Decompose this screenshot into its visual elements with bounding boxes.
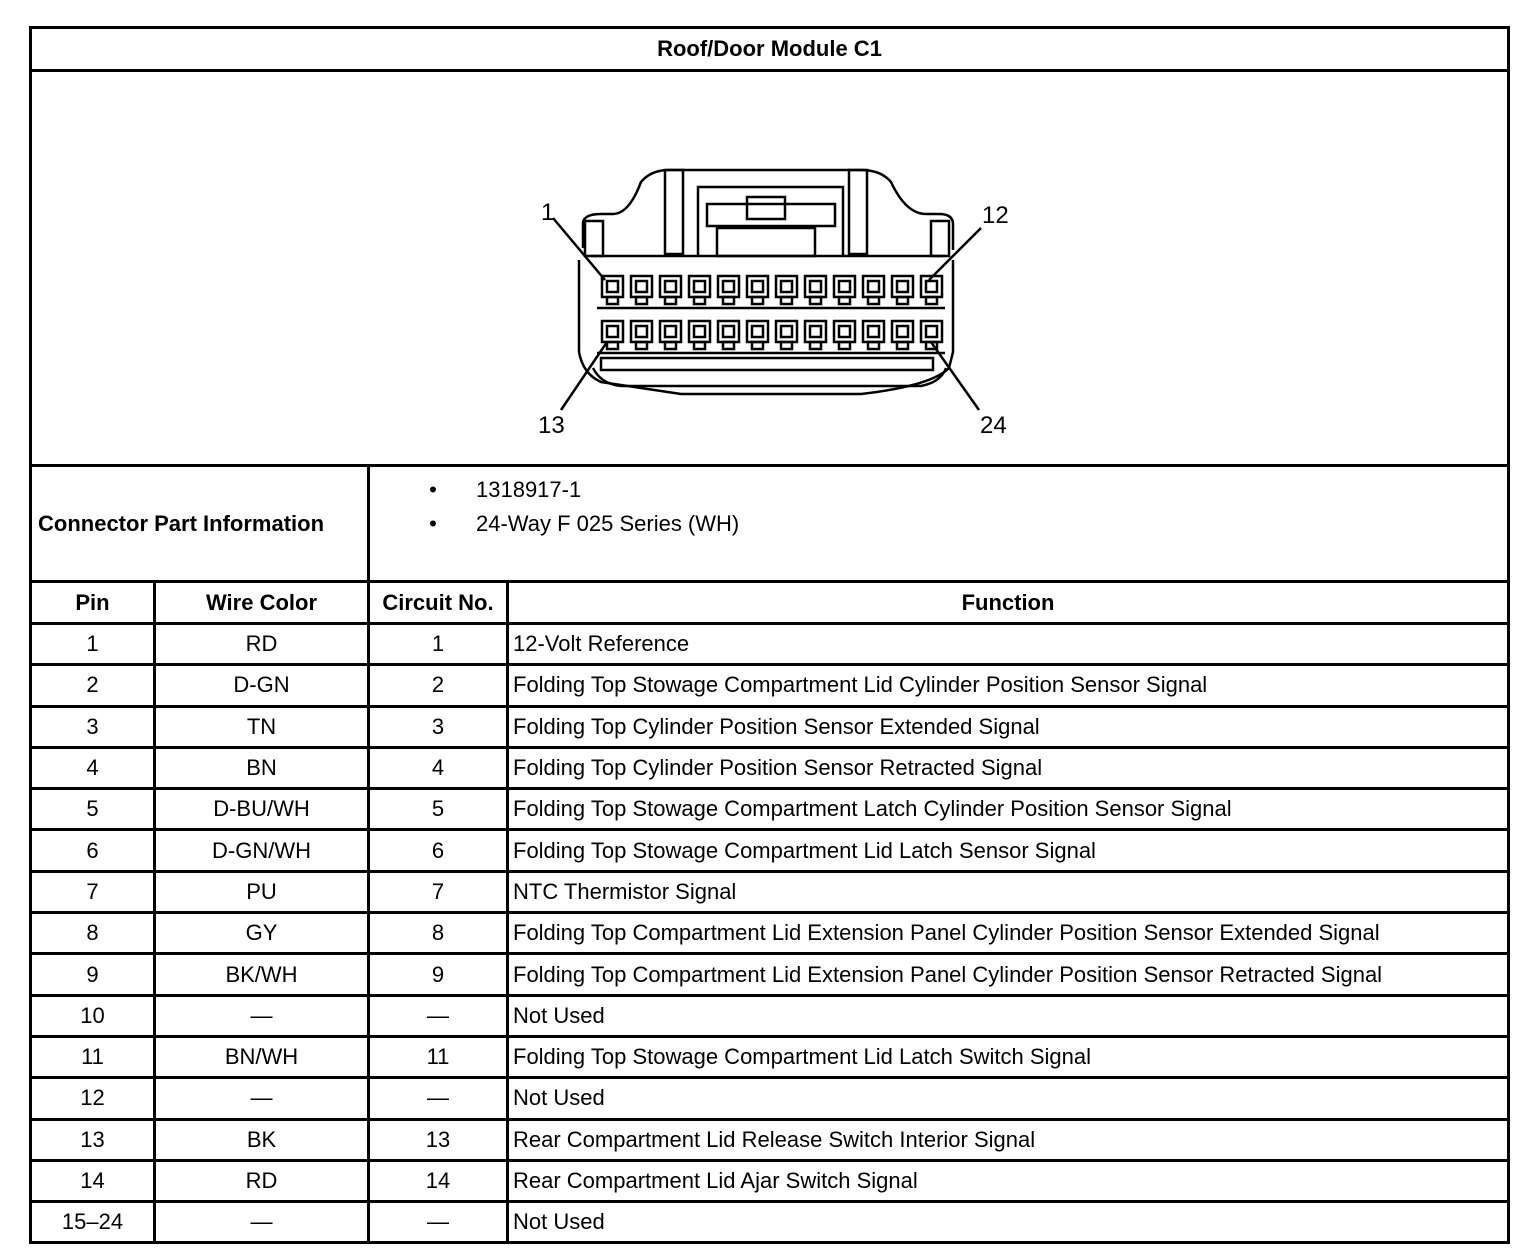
function-cell: Folding Top Stowage Compartment Latch Cylinder Position Sensor Signal [508,789,1509,830]
function-cell: Not Used [508,1078,1509,1119]
pin-cell: 4 [31,747,155,788]
header-wire-color: Wire Color [155,582,369,624]
pin-cell: 10 [31,995,155,1036]
wire-color-cell: BK [155,1119,369,1160]
pin-label-13: 13 [538,412,565,439]
pin-cell: 5 [31,789,155,830]
connector-pin-cavity [805,321,826,349]
wire-color-cell: TN [155,706,369,747]
circuit-no-cell: — [369,1078,508,1119]
function-cell: Not Used [508,995,1509,1036]
pin-callouts [553,218,981,410]
connector-pin-cavity [718,321,739,349]
circuit-no-cell: 9 [369,954,508,995]
header-circuit-no: Circuit No. [369,582,508,624]
function-cell: Not Used [508,1202,1509,1243]
table-row [31,871,1509,912]
table-row [31,624,1509,665]
circuit-no-cell: — [369,1202,508,1243]
connector-pin-cavity [921,276,942,304]
wire-color-cell: RD [155,624,369,665]
table-row [31,706,1509,747]
function-cell: 12-Volt Reference [508,624,1509,665]
part-info-item [370,477,1507,511]
table-row [31,1036,1509,1077]
function-cell: Rear Compartment Lid Ajar Switch Signal [508,1160,1509,1201]
connector-part-information-list [369,466,1509,582]
wire-color-cell: RD [155,1160,369,1201]
part-info-item [370,511,1507,545]
connector-pin-cavity [747,321,768,349]
function-cell: Folding Top Stowage Compartment Lid Latch Switch Signal [508,1036,1509,1077]
connector-pin-cavity [631,276,652,304]
circuit-no-cell: 5 [369,789,508,830]
circuit-no-cell: 4 [369,747,508,788]
circuit-no-cell: 2 [369,665,508,706]
bullet-icon: • [429,477,437,502]
pin-label-1: 1 [541,199,555,226]
pin-label-12: 12 [982,202,1009,229]
function-cell: Folding Top Stowage Compartment Lid Cylinder Position Sensor Signal [508,665,1509,706]
pin-cell: 8 [31,913,155,954]
table-row [31,1160,1509,1201]
connector-pin-cavity [863,321,884,349]
wire-color-cell: BN/WH [155,1036,369,1077]
circuit-no-cell: 6 [369,830,508,871]
table-row [31,995,1509,1036]
table-row [31,1202,1509,1243]
wire-color-cell: D-BU/WH [155,789,369,830]
header-pin: Pin [31,582,155,624]
header-function: Function [508,582,1509,624]
pin-cell: 11 [31,1036,155,1077]
wire-color-cell: — [155,1078,369,1119]
circuit-no-cell: 3 [369,706,508,747]
wire-color-cell: — [155,1202,369,1243]
connector-pin-cavity [834,276,855,304]
function-cell: Folding Top Compartment Lid Extension Panel Cylinder Position Sensor Extended Signal [508,913,1509,954]
table-row [31,1078,1509,1119]
connector-pin-cavity [660,276,681,304]
pin-cell: 1 [31,624,155,665]
table-row [31,665,1509,706]
function-cell: Folding Top Cylinder Position Sensor Retracted Signal [508,747,1509,788]
table-row [31,830,1509,871]
pin-cell: 3 [31,706,155,747]
pin-label-24: 24 [980,412,1007,439]
circuit-no-cell: 7 [369,871,508,912]
connector-pin-cavity [892,276,913,304]
pin-cell: 15–24 [31,1202,155,1243]
connector-pin-cavity [660,321,681,349]
circuit-no-cell: 8 [369,913,508,954]
connector-pin-cavity [776,321,797,349]
connector-pin-cavity [718,276,739,304]
pin-cell: 14 [31,1160,155,1201]
connector-pin-cavity [747,276,768,304]
wire-color-cell: — [155,995,369,1036]
wire-color-cell: D-GN [155,665,369,706]
wire-color-cell: GY [155,913,369,954]
circuit-no-cell: — [369,995,508,1036]
connector-pin-cavity [631,321,652,349]
function-cell: Folding Top Stowage Compartment Lid Latch Sensor Signal [508,830,1509,871]
function-cell: NTC Thermistor Signal [508,871,1509,912]
connector-pin-cavity [805,276,826,304]
pin-cell: 7 [31,871,155,912]
wire-color-cell: D-GN/WH [155,830,369,871]
function-cell: Folding Top Compartment Lid Extension Panel Cylinder Position Sensor Retracted Signal [508,954,1509,995]
part-number: 1318917-1 [476,477,582,502]
connector-description: 24-Way F 025 Series (WH) [476,511,740,536]
table-row [31,913,1509,954]
connector-pin-cavity [892,321,913,349]
pin-cell: 12 [31,1078,155,1119]
connector-pin-cavity [602,276,623,304]
connector-pin-cavity [863,276,884,304]
function-cell: Rear Compartment Lid Release Switch Interior Signal [508,1119,1509,1160]
wire-color-cell: BK/WH [155,954,369,995]
bullet-icon: • [429,511,437,536]
pin-cell: 13 [31,1119,155,1160]
page-title: Roof/Door Module C1 [31,28,1509,71]
connector-pin-cavity [689,321,710,349]
pin-cell: 6 [31,830,155,871]
table-row [31,747,1509,788]
table-row [31,789,1509,830]
circuit-no-cell: 13 [369,1119,508,1160]
pin-cell: 2 [31,665,155,706]
connector-pin-cavity [776,276,797,304]
wire-color-cell: PU [155,871,369,912]
table-row [31,1119,1509,1160]
function-cell: Folding Top Cylinder Position Sensor Extended Signal [508,706,1509,747]
circuit-no-cell: 1 [369,624,508,665]
connector-pinout-table [29,26,1510,1244]
table-row [31,954,1509,995]
wire-color-cell: BN [155,747,369,788]
connector-pin-cavity [689,276,710,304]
connector-part-information-label: Connector Part Information [31,466,369,582]
connector-diagram-cell [31,71,1509,466]
circuit-no-cell: 11 [369,1036,508,1077]
pin-cell: 9 [31,954,155,995]
circuit-no-cell: 14 [369,1160,508,1201]
connector-face-diagram [32,72,1507,464]
connector-pin-cavity [834,321,855,349]
